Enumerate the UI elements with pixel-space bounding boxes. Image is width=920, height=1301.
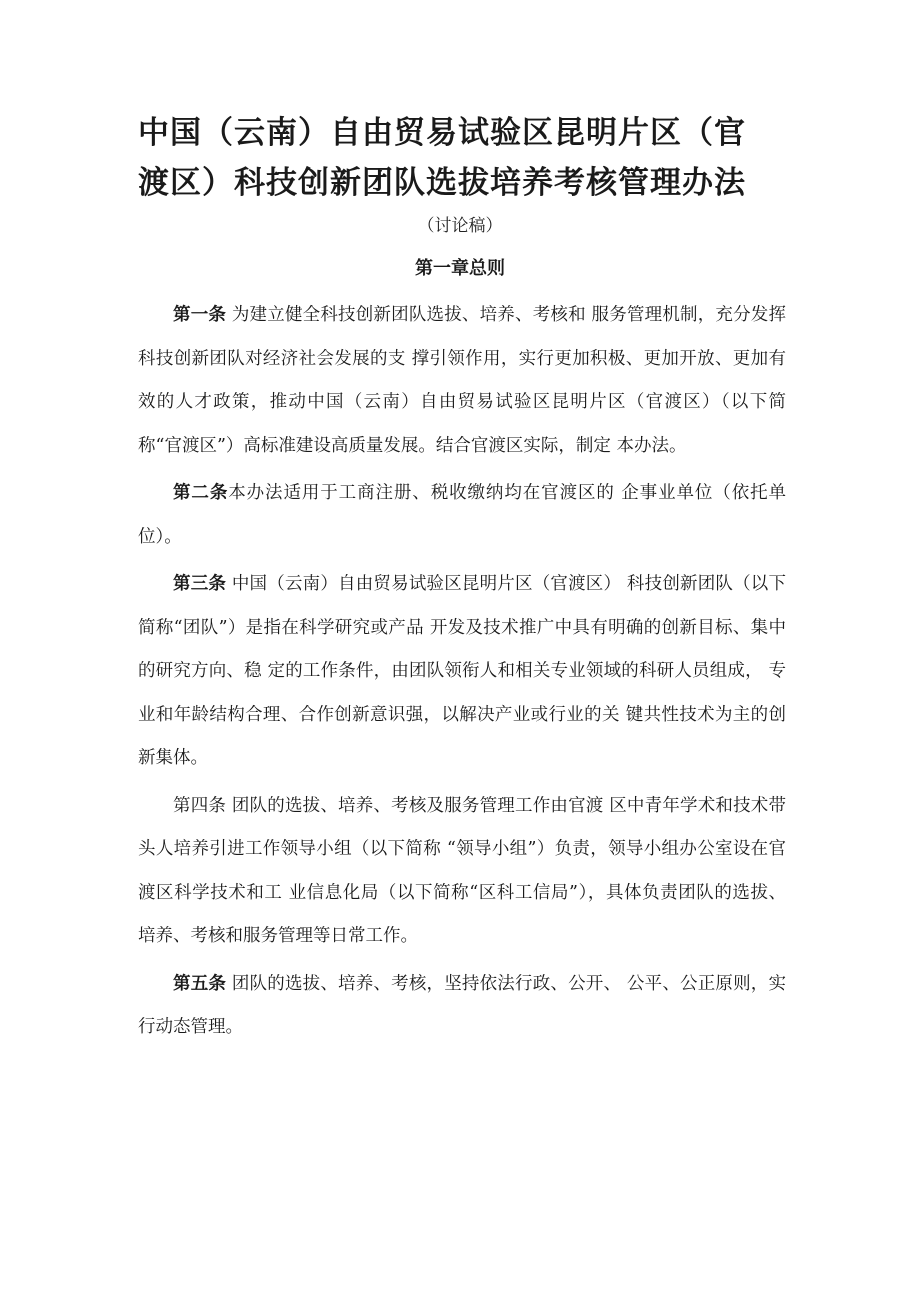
article-label: 第一条	[173, 305, 227, 325]
title-line-1: 中国（云南）自由贸易试验区昆明片区（官	[138, 115, 746, 151]
article-2	[138, 472, 786, 559]
article-text: 为建立健全科技创新团队选拔、培养、考核和 服务管理机制，充分发挥科技创新团队对经济社会发展的支 撑引领作用，实行更加积极、更加开放、更加有效的人才政策，推动中国（云南）自由贸易试验区昆明片区（官渡区）（以下简 称“官渡区”）高标准建设高质量发展。结合官渡区实际，制定 本办法。	[138, 305, 787, 456]
article-text: 团队的选拔、培养、考核，坚持依法行政、公开、 公平、公正原则，实行动态管理。	[138, 973, 787, 1037]
article-label: 第五条	[173, 973, 227, 994]
article-label: 第三条	[173, 574, 227, 594]
article-text: 中国（云南）自由贸易试验区昆明片区（官渡区） 科技创新团队（以下简称“团队”）是指在科学研究或产品 开发及技术推广中具有明确的创新目标、集中的研究方向、稳 定的工作条件，由团队领衔人和相关专业领域的科研人员组成， 专业和年龄结构合理、合作创新意识强，以解决产业或行业的关 键共性技术为主的创新集体。	[138, 574, 787, 768]
article-3	[138, 563, 786, 781]
article-text: 本办法适用于工商注册、税收缴纳均在官渡区的 企事业单位（依托单位）。	[138, 483, 787, 547]
document-subtitle: （讨论稿）	[417, 216, 503, 236]
article-4	[138, 785, 786, 959]
article-label: 第二条	[173, 483, 229, 503]
article-1	[138, 294, 786, 468]
article-5	[138, 963, 786, 1050]
document-title	[138, 108, 798, 208]
article-label: 第四条	[173, 795, 227, 816]
title-line-2: 渡区）科技创新团队选拔培养考核管理办法	[138, 165, 746, 201]
article-text: 团队的选拔、培养、考核及服务管理工作由官渡 区中青年学术和技术带头人培养引进工作领导小组（以下简称 “领导小组”）负责，领导小组办公室设在官渡区科学技术和工 业信息化局（以下简称“区科工信局”），具体负责团队的选拔、 培养、考核和服务管理等日常工作。	[138, 795, 787, 946]
chapter-heading: 第一章总则	[415, 258, 505, 279]
document-body	[138, 294, 786, 1050]
